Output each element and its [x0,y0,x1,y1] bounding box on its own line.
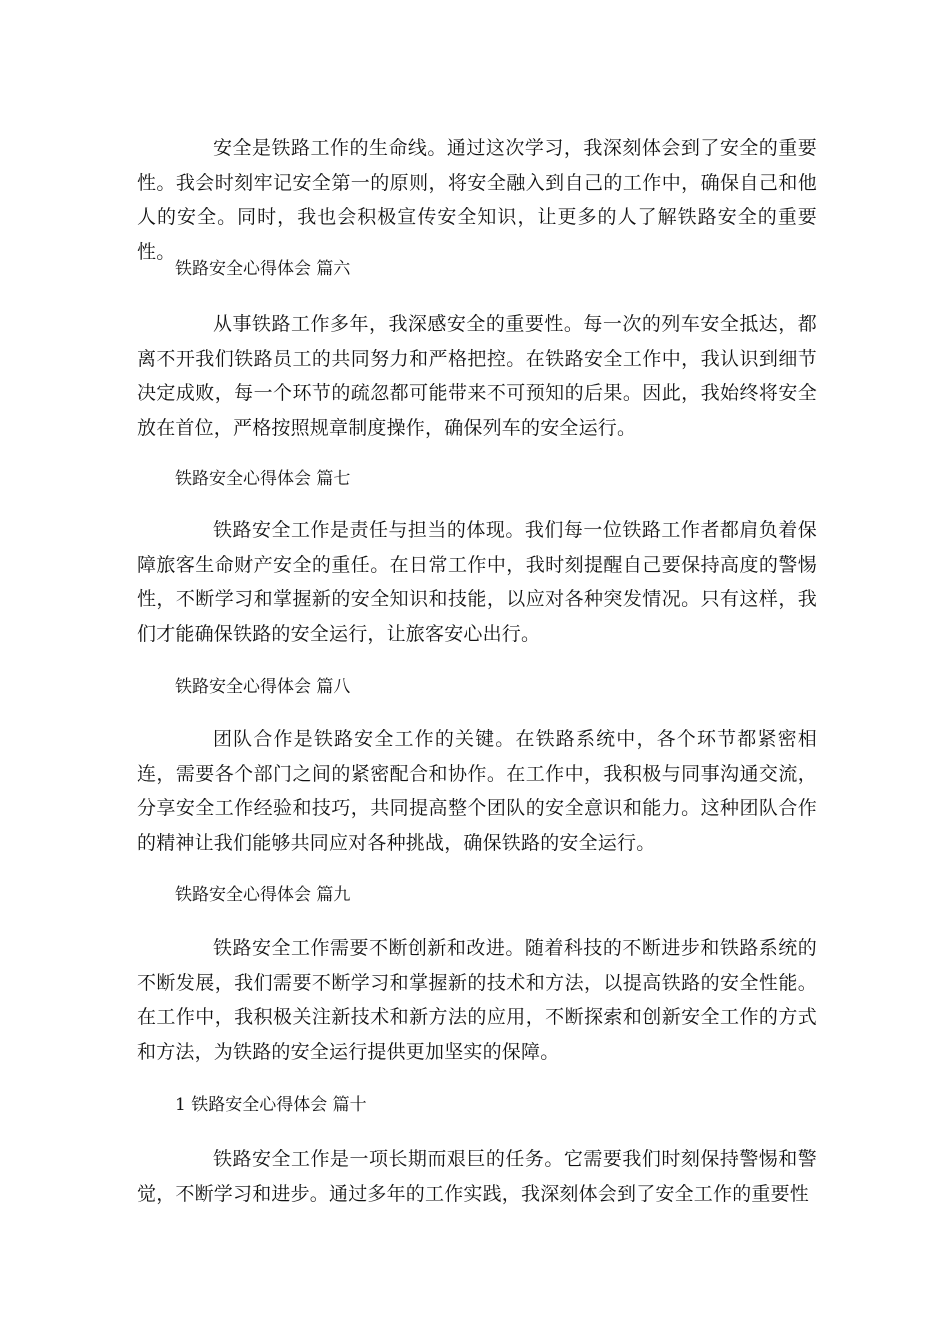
section-heading-7: 铁路安全心得体会 篇七 [175,469,351,489]
paragraph-section-10: 铁路安全工作是一项长期而艰巨的任务。它需要我们时刻保持警惕和警觉，不断学习和进步。通过多年的工作实践，我深刻体会到了安全工作的重要性 [137,1148,817,1205]
paragraph-safety-lifeline: 安全是铁路工作的生命线。通过这次学习，我深刻体会到了安全的重要性。我会时刻牢记安全第一的原则，将安全融入到自己的工作中，确保自己和他人的安全。同时，我也会积极宣传安全知识，让更多的人了解铁路安全的重要性。 [137,137,817,263]
paragraph-section-6: 从事铁路工作多年，我深感安全的重要性。每一次的列车安全抵达，都离不开我们铁路员工的共同努力和严格把控。在铁路安全工作中，我认识到细节决定成败，每一个环节的疏忽都可能带来不可预知的后果。因此，我始终将安全放在首位，严格按照规章制度操作，确保列车的安全运行。 [137,313,817,439]
section-heading-6: 铁路安全心得体会 篇六 [175,259,351,279]
paragraph-section-7: 铁路安全工作是责任与担当的体现。我们每一位铁路工作者都肩负着保障旅客生命财产安全的重任。在日常工作中，我时刻提醒自己要保持高度的警惕性，不断学习和掌握新的安全知识和技能，以应对各种突发情况。只有这样，我们才能确保铁路的安全运行，让旅客安心出行。 [137,519,817,645]
section-heading-9: 铁路安全心得体会 篇九 [175,885,351,905]
section-heading-10: 1 铁路安全心得体会 篇十 [175,1095,367,1115]
section-heading-8: 铁路安全心得体会 篇八 [175,677,351,697]
paragraph-section-9: 铁路安全工作需要不断创新和改进。随着科技的不断进步和铁路系统的不断发展，我们需要不断学习和掌握新的技术和方法，以提高铁路的安全性能。在工作中，我积极关注新技术和新方法的应用，不断探索和创新安全工作的方式和方法，为铁路的安全运行提供更加坚实的保障。 [137,937,817,1063]
paragraph-section-8: 团队合作是铁路安全工作的关键。在铁路系统中，各个环节都紧密相连，需要各个部门之间的紧密配合和协作。在工作中，我积极与同事沟通交流，分享安全工作经验和技巧，共同提高整个团队的安全意识和能力。这种团队合作的精神让我们能够共同应对各种挑战，确保铁路的安全运行。 [137,728,817,854]
